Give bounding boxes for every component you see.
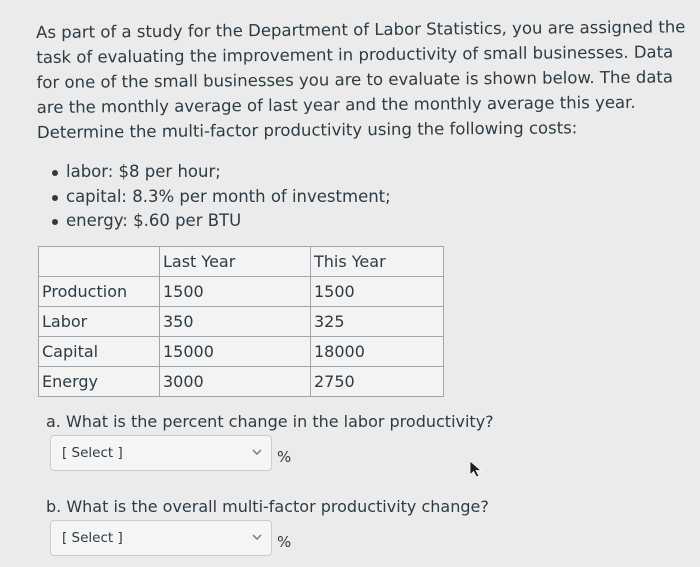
question-b-select[interactable] <box>50 520 272 556</box>
select-placeholder: [ Select ] <box>62 530 123 546</box>
question-b-text: b. What is the overall multi-factor productivity change? <box>46 497 489 516</box>
last-year-value: 1500 <box>160 277 311 307</box>
row-label: Production <box>39 277 160 307</box>
table-row <box>39 307 444 337</box>
last-year-value: 15000 <box>160 337 311 367</box>
row-label: Capital <box>39 337 160 367</box>
table-row <box>39 277 444 307</box>
this-year-value: 325 <box>311 307 444 337</box>
question-a-text: a. What is the percent change in the labor productivity? <box>46 412 494 431</box>
row-label: Energy <box>39 367 160 397</box>
last-year-value: 3000 <box>160 367 311 397</box>
table-row <box>39 337 444 367</box>
this-year-value: 2750 <box>311 367 444 397</box>
header-cell-this-year: This Year <box>311 247 444 277</box>
row-label: Labor <box>39 307 160 337</box>
chevron-down-icon <box>252 447 262 457</box>
cost-item-capital: capital: 8.3% per month of investment; <box>52 185 391 210</box>
header-cell-empty <box>39 247 160 277</box>
header-cell-last-year: Last Year <box>160 247 311 277</box>
cost-item-energy: energy: $.60 per BTU <box>52 209 391 234</box>
table-header-row <box>39 247 444 277</box>
cost-item-labor: labor: $8 per hour; <box>52 160 391 185</box>
percent-unit: % <box>277 448 292 466</box>
percent-unit: % <box>277 533 292 551</box>
problem-statement: As part of a study for the Department of Labor Statistics, you are assigned the task of evaluating the improvement in productivity of small businesses. Data for one of the small businesses you are to evaluate is shown below. The data are the monthly average of last year and the monthly average this year. Determine the multi-factor productivity using the following costs: <box>36 17 686 142</box>
this-year-value: 1500 <box>311 277 444 307</box>
mouse-cursor-icon <box>469 460 483 478</box>
select-placeholder: [ Select ] <box>62 445 123 461</box>
data-table <box>38 246 444 397</box>
this-year-value: 18000 <box>311 337 444 367</box>
question-a-select[interactable] <box>50 435 272 471</box>
last-year-value: 350 <box>160 307 311 337</box>
chevron-down-icon <box>252 532 262 542</box>
cost-list <box>52 160 391 234</box>
table-row <box>39 367 444 397</box>
